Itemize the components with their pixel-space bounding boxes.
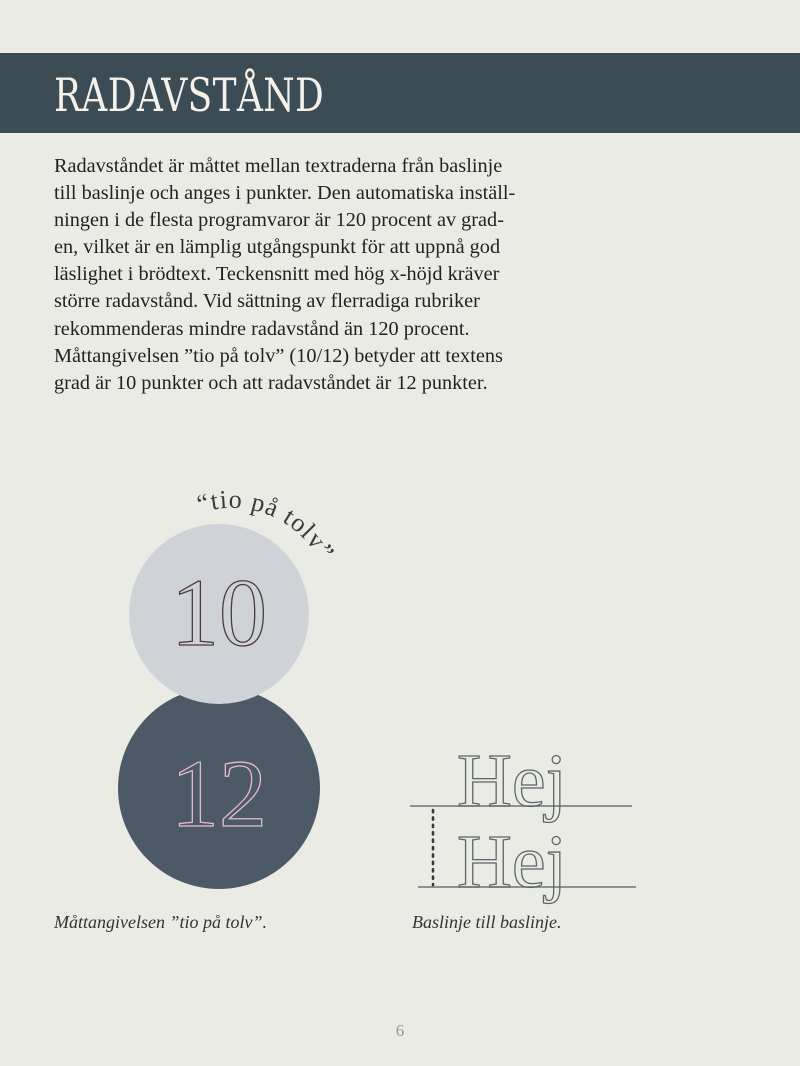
bottom-number: 12 (171, 740, 267, 847)
word-hej-bottom: Hej (457, 820, 567, 904)
page-title: RADAVSTÅND (54, 68, 325, 122)
body-line: grad är 10 punkter och att radavståndet är 12 punkter. (54, 371, 488, 394)
page-number: 6 (395, 1021, 405, 1040)
caption-right: Baslinje till baslinje. (412, 912, 562, 932)
word-hej-top: Hej (457, 739, 567, 823)
body-line: Radavståndet är måttet mellan textraderna från baslinje (54, 155, 503, 177)
body-line: större radavstånd. Vid sättning av flerradiga rubriker (54, 290, 480, 313)
body-line: till baslinje och anges i punkter. Den automatiska inställ- (54, 182, 516, 205)
body-line: ningen i de flesta programvaror är 120 procent av grad- (54, 209, 504, 232)
body-line: läslighet i brödtext. Teckensnitt med hög x-höjd kräver (54, 263, 500, 286)
top-number: 10 (171, 559, 267, 666)
caption-left: Måttangivelsen ”tio på tolv”. (54, 912, 267, 932)
body-line: Måttangivelsen ”tio på tolv” (10/12) betyder att textens (54, 344, 503, 367)
body-line: rekommenderas mindre radavstånd än 120 procent. (54, 317, 470, 340)
body-line: en, vilket är en lämplig utgångspunkt för att uppnå god (54, 236, 501, 259)
arc-label-text: “tio på tolv” (193, 484, 341, 566)
